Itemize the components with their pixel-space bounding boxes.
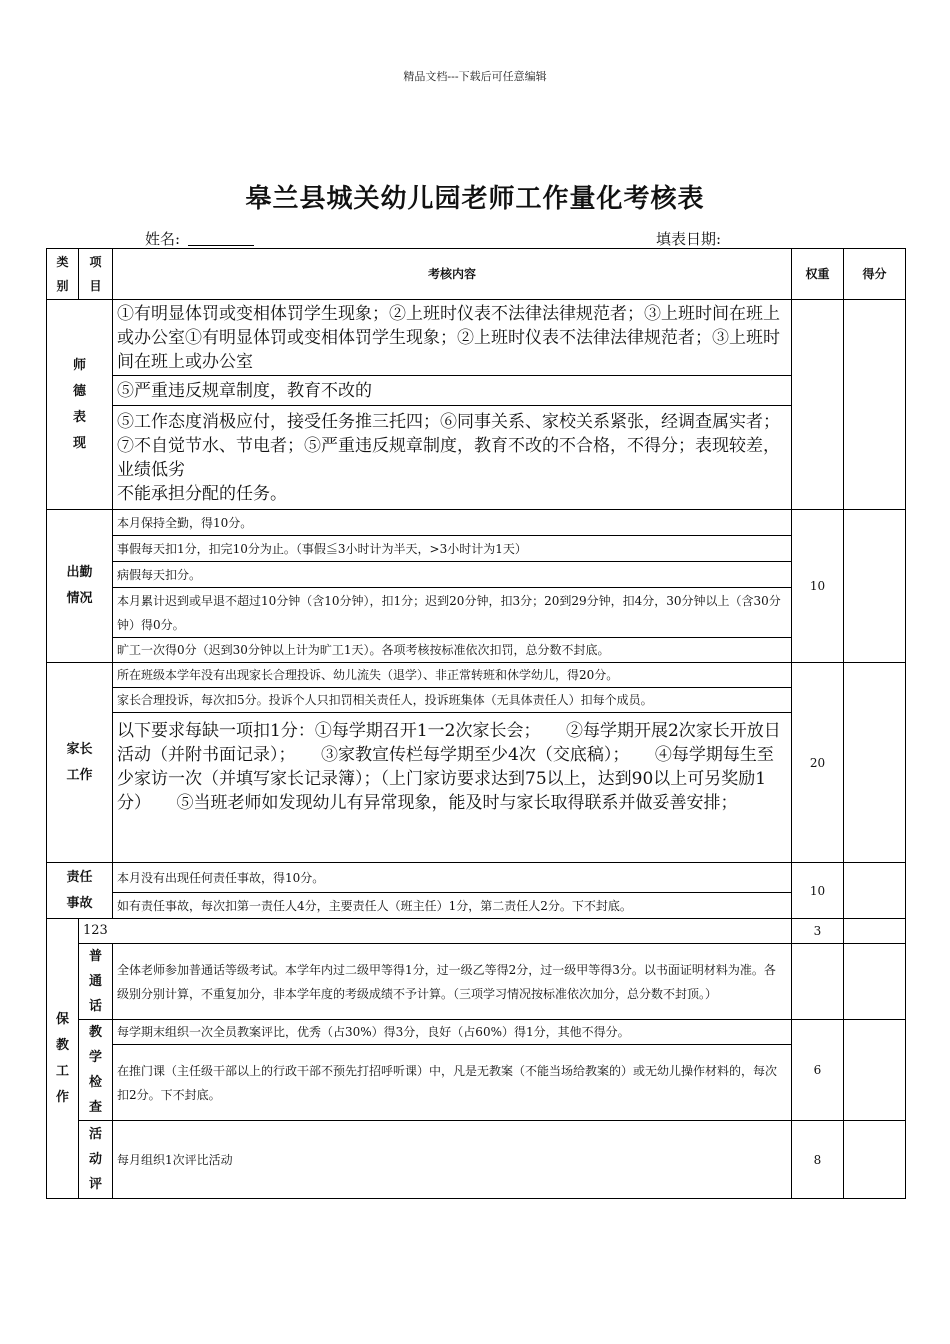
table-row: [47, 406, 906, 510]
mandarin-weight: [792, 944, 844, 1020]
category-morality: [47, 300, 113, 510]
attendance-item-5: 旷工一次得0分（迟到30分钟以上计为旷工1天）。各项考核按标准依次扣罚，总分数不封底。: [113, 638, 792, 663]
morality-item-1: ①有明显体罚或变相体罚学生现象；②上班时仪表不法律法律规范者；③上班时间在班上或办公室①有明显体罚或变相体罚学生现象；②上班时仪表不法律法律规范者；③上班时间在班上或办公室: [113, 300, 792, 376]
category-morality-text: 师 德 表 现: [72, 357, 86, 451]
accident-weight: 10: [792, 863, 844, 919]
header-category-text: 类 别: [56, 255, 69, 293]
table-row: [47, 638, 906, 663]
table-row: [47, 919, 906, 944]
header-weight: 权重: [792, 249, 844, 300]
name-blank-line: [188, 231, 254, 246]
lesson-check-weight: 6: [792, 1020, 844, 1121]
lesson-check-score: [844, 1020, 906, 1121]
table-row: [47, 510, 906, 536]
morality-item-3-text: ⑤工作态度消极应付，接受任务推三托四；⑥同事关系、家校关系紧张，经调查属实者；⑦不自觉节水、节电者；⑤严重违反规章制度，教育不改的不合格，不得分；表现较差，业绩低劣: [117, 411, 780, 480]
activity-content: 每月组织1次评比活动: [113, 1121, 792, 1199]
item-activity: [79, 1121, 113, 1199]
attendance-item-1: 本月保持全勤，得10分。: [113, 510, 792, 536]
lesson-check-item-1: 每学期末组织一次全员教案评比，优秀（占30%）得3分，良好（占60%）得1分，其他不得分。: [113, 1020, 792, 1045]
lesson-check-item-2: 在推门课（主任级干部以上的行政干部不预先打招呼听课）中，凡是无教案（不能当场给教案的）或无幼儿操作材料的，每次扣2分。下不封底。: [113, 1045, 792, 1121]
teaching-first-weight: 3: [792, 919, 844, 944]
mandarin-score: [844, 944, 906, 1020]
item-mandarin: [79, 944, 113, 1020]
header-item: [79, 249, 113, 300]
morality-item-3: [113, 406, 792, 510]
category-attendance-text: 出勤 情况: [66, 565, 93, 606]
item-activity-text: 活 动 评: [88, 1127, 102, 1192]
mandarin-content: 全体老师参加普通话等级考试。本学年内过二级甲等得1分，过一级乙等得2分，过一级甲等得3分。以书面证明材料为准。各级别分别计算，不重复加分，非本学年度的考级成绩不予计算。（三项学习情况按标准依次加分，总分数不封顶。）: [113, 944, 792, 1020]
category-parents: [47, 663, 113, 863]
header-category: [47, 249, 79, 300]
parents-item-3: 以下要求每缺一项扣1分：①每学期召开1一2次家长会； ②每学期开展2次家长开放日活动（并附书面记录）； ③家教宣传栏每学期至少4次（交底稿）； ④每学期每生至少家访一次（并填写家长记录簿）；（上门家访要求达到75以上，达到90以上可另奖励1分） ⑤当班老师如发现幼儿有异常现象，能及时与家长取得联系并做妥善安排；: [113, 713, 792, 863]
table-row: [47, 1045, 906, 1121]
activity-weight: 8: [792, 1121, 844, 1199]
category-teaching-text: 保 教 工 作: [55, 1011, 69, 1105]
parents-score: [844, 663, 906, 863]
header-note: 精品文档---下载后可任意编辑: [403, 70, 547, 83]
accident-item-1: 本月没有出现任何责任事故，得10分。: [113, 863, 792, 893]
table-row: [47, 1121, 906, 1199]
page-title: 皋兰县城关幼儿园老师工作量化考核表: [245, 184, 705, 214]
table-row: [47, 713, 906, 863]
morality-item-3-tail: 不能承担分配的任务。: [117, 483, 287, 504]
item-mandarin-text: 普 通 话: [88, 949, 102, 1014]
table-row: [47, 536, 906, 562]
date-label: 填表日期:: [656, 230, 722, 248]
assessment-table: [46, 248, 906, 1199]
header-row: [47, 249, 906, 300]
attendance-item-2: 事假每天扣1分，扣完10分为止。（事假≦3小时计为半天，>3小时计为1天）: [113, 536, 792, 562]
parents-weight: 20: [792, 663, 844, 863]
category-accident: [47, 863, 113, 919]
accident-item-2: 如有责任事故，每次扣第一责任人4分，主要责任人（班主任）1分，第二责任人2分。下不封底。: [113, 893, 792, 919]
attendance-item-3: 病假每天扣分。: [113, 562, 792, 588]
category-attendance: [47, 510, 113, 663]
category-teaching: [47, 919, 79, 1199]
header-item-text: 项 目: [89, 255, 102, 293]
parents-item-2: 家长合理投诉，每次扣5分。投诉个人只扣罚相关责任人，投诉班集体（无具体责任人）扣每个成员。: [113, 688, 792, 713]
parents-item-1: 所在班级本学年没有出现家长合理投诉、幼儿流失（退学）、非正常转班和休学幼儿，得20分。: [113, 663, 792, 688]
table-row: [47, 562, 906, 588]
table-row: [47, 863, 906, 893]
category-accident-text: 责任 事故: [66, 869, 93, 911]
morality-weight: [792, 300, 844, 510]
item-lesson-check-text: 教 学 检 查: [88, 1025, 102, 1115]
table-row: [47, 300, 906, 376]
attendance-score: [844, 510, 906, 663]
name-label: 姓名:: [145, 230, 181, 248]
header-score: 得分: [844, 249, 906, 300]
attendance-weight: 10: [792, 510, 844, 663]
attendance-item-4: 本月累计迟到或早退不超过10分钟（含10分钟），扣1分；迟到20分钟，扣3分；20到29分钟，扣4分，30分钟以上（含30分钟）得0分。: [113, 588, 792, 638]
accident-score: [844, 863, 906, 919]
category-parents-text: 家长 工作: [66, 741, 93, 783]
table-row: [47, 376, 906, 406]
header-content: 考核内容: [113, 249, 792, 300]
teaching-first-row: 123: [79, 919, 792, 944]
table-row: [47, 944, 906, 1020]
table-row: [47, 1020, 906, 1045]
activity-score: [844, 1121, 906, 1199]
teaching-first-score: [844, 919, 906, 944]
table-row: [47, 663, 906, 688]
name-field: [145, 228, 254, 249]
table-row: [47, 893, 906, 919]
item-lesson-check: [79, 1020, 113, 1121]
table-row: [47, 688, 906, 713]
table-row: [47, 588, 906, 638]
morality-item-2: ⑤严重违反规章制度，教育不改的: [113, 376, 792, 406]
morality-score: [844, 300, 906, 510]
